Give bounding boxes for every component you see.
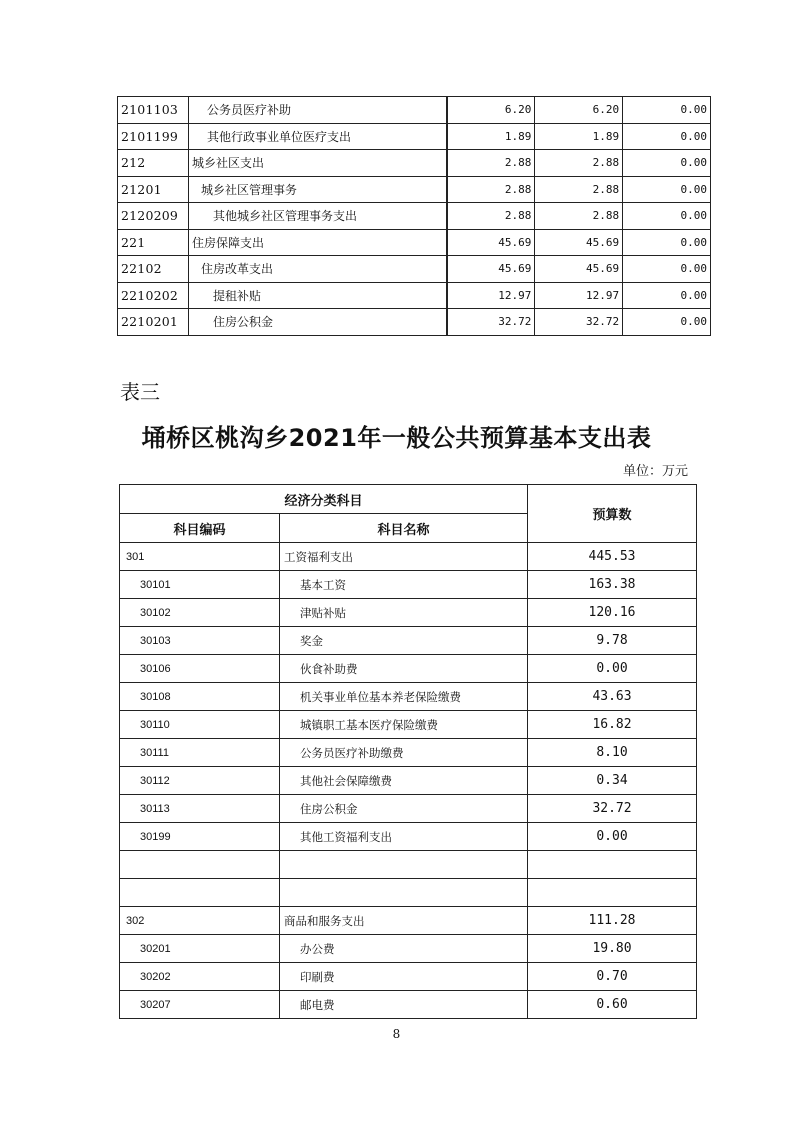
row-code: 2120209: [118, 203, 189, 230]
row-code: 30106: [120, 655, 280, 683]
row-value-2: 32.72: [535, 309, 623, 336]
row-amount: 19.80: [528, 935, 697, 963]
row-amount: 8.10: [528, 739, 697, 767]
row-value-1: 45.69: [447, 229, 535, 256]
row-amount: [528, 851, 697, 879]
row-code: 30201: [120, 935, 280, 963]
row-value-2: 2.88: [535, 203, 623, 230]
row-value-3: 0.00: [623, 123, 711, 150]
row-name: 奖金: [280, 627, 528, 655]
page-number: 8: [392, 1027, 401, 1041]
table-row: [120, 571, 697, 599]
row-name: [280, 851, 528, 879]
row-name: 其他社会保障缴费: [280, 767, 528, 795]
row-code: 30202: [120, 963, 280, 991]
row-value-2: 12.97: [535, 282, 623, 309]
header-code: 科目编码: [120, 514, 280, 543]
table-row: [118, 123, 711, 150]
row-value-3: 0.00: [623, 229, 711, 256]
row-amount: 0.70: [528, 963, 697, 991]
row-amount: 163.38: [528, 571, 697, 599]
row-amount: [528, 879, 697, 907]
row-value-3: 0.00: [623, 282, 711, 309]
row-name: 机关事业单位基本养老保险缴费: [280, 683, 528, 711]
table-row: [120, 907, 697, 935]
table-row: [120, 767, 697, 795]
table-row: [120, 935, 697, 963]
row-value-1: 32.72: [447, 309, 535, 336]
table-row: [120, 711, 697, 739]
row-code: 30102: [120, 599, 280, 627]
row-name: 城乡社区管理事务: [189, 176, 448, 203]
row-code: 30207: [120, 991, 280, 1019]
row-code: 30111: [120, 739, 280, 767]
table-row: [118, 229, 711, 256]
table-row: [120, 823, 697, 851]
row-amount: 445.53: [528, 543, 697, 571]
budget-table-body: [120, 543, 697, 1019]
row-value-1: 2.88: [447, 203, 535, 230]
row-amount: 0.00: [528, 655, 697, 683]
budget-table: [119, 484, 697, 1019]
row-value-2: 45.69: [535, 229, 623, 256]
row-name: 伙食补助费: [280, 655, 528, 683]
row-value-3: 0.00: [623, 97, 711, 124]
row-code: 21201: [118, 176, 189, 203]
table-row: [118, 309, 711, 336]
table-row: [120, 991, 697, 1019]
row-value-1: 45.69: [447, 256, 535, 283]
row-name: 津贴补贴: [280, 599, 528, 627]
row-name: 工资福利支出: [280, 543, 528, 571]
table-row: [120, 599, 697, 627]
row-name: 印刷费: [280, 963, 528, 991]
row-value-3: 0.00: [623, 176, 711, 203]
row-name: 公务员医疗补助: [189, 97, 448, 124]
row-code: 30110: [120, 711, 280, 739]
table-row: [118, 282, 711, 309]
budget-table-header: [120, 485, 697, 543]
row-code: [120, 851, 280, 879]
row-value-1: 2.88: [447, 176, 535, 203]
row-name: 其他城乡社区管理事务支出: [189, 203, 448, 230]
row-code: 221: [118, 229, 189, 256]
row-value-3: 0.00: [623, 309, 711, 336]
row-value-2: 6.20: [535, 97, 623, 124]
row-code: 2101103: [118, 97, 189, 124]
table-row: [118, 203, 711, 230]
row-name: 城镇职工基本医疗保险缴费: [280, 711, 528, 739]
table-row: [118, 150, 711, 177]
row-value-2: 1.89: [535, 123, 623, 150]
table-row: [118, 176, 711, 203]
page-title: 埇桥区桃沟乡2021年一般公共预算基本支出表: [141, 424, 652, 452]
row-code: 30103: [120, 627, 280, 655]
row-name: 公务员医疗补助缴费: [280, 739, 528, 767]
row-code: 30113: [120, 795, 280, 823]
row-code: 30101: [120, 571, 280, 599]
row-code: 2101199: [118, 123, 189, 150]
row-code: 2210202: [118, 282, 189, 309]
row-amount: 43.63: [528, 683, 697, 711]
row-name: 基本工资: [280, 571, 528, 599]
row-name: 住房公积金: [189, 309, 448, 336]
table-row: [120, 739, 697, 767]
row-name: 城乡社区支出: [189, 150, 448, 177]
row-amount: 16.82: [528, 711, 697, 739]
row-code: 302: [120, 907, 280, 935]
row-value-2: 45.69: [535, 256, 623, 283]
table-row: [120, 543, 697, 571]
row-value-1: 12.97: [447, 282, 535, 309]
row-code: 30108: [120, 683, 280, 711]
table-row: [118, 97, 711, 124]
table-row: [120, 795, 697, 823]
row-value-1: 2.88: [447, 150, 535, 177]
row-amount: 111.28: [528, 907, 697, 935]
row-name: [280, 879, 528, 907]
row-name: 其他行政事业单位医疗支出: [189, 123, 448, 150]
row-name: 住房保障支出: [189, 229, 448, 256]
section-label: 表三: [120, 380, 160, 404]
row-value-2: 2.88: [535, 150, 623, 177]
row-name: 邮电费: [280, 991, 528, 1019]
row-value-3: 0.00: [623, 203, 711, 230]
table-row: [120, 963, 697, 991]
header-name: 科目名称: [280, 514, 528, 543]
row-code: 30199: [120, 823, 280, 851]
table-row: [120, 655, 697, 683]
row-amount: 9.78: [528, 627, 697, 655]
row-code: 212: [118, 150, 189, 177]
row-amount: 32.72: [528, 795, 697, 823]
row-value-1: 1.89: [447, 123, 535, 150]
continuation-table: [117, 96, 711, 336]
table-row: [120, 879, 697, 907]
table-row: [120, 851, 697, 879]
row-name: 住房改革支出: [189, 256, 448, 283]
row-amount: 120.16: [528, 599, 697, 627]
row-name: 商品和服务支出: [280, 907, 528, 935]
row-code: [120, 879, 280, 907]
row-name: 住房公积金: [280, 795, 528, 823]
row-value-3: 0.00: [623, 150, 711, 177]
row-amount: 0.00: [528, 823, 697, 851]
row-code: 2210201: [118, 309, 189, 336]
row-name: 提租补贴: [189, 282, 448, 309]
row-name: 其他工资福利支出: [280, 823, 528, 851]
row-code: 30112: [120, 767, 280, 795]
header-group: 经济分类科目: [120, 485, 528, 514]
unit-label: 单位：万元: [622, 464, 688, 479]
row-code: 22102: [118, 256, 189, 283]
row-name: 办公费: [280, 935, 528, 963]
continuation-table-body: [118, 97, 711, 336]
row-code: 301: [120, 543, 280, 571]
row-value-3: 0.00: [623, 256, 711, 283]
table-row: [120, 627, 697, 655]
table-row: [120, 683, 697, 711]
row-amount: 0.60: [528, 991, 697, 1019]
table-row: [118, 256, 711, 283]
row-amount: 0.34: [528, 767, 697, 795]
row-value-2: 2.88: [535, 176, 623, 203]
header-amount: 预算数: [528, 485, 697, 543]
row-value-1: 6.20: [447, 97, 535, 124]
